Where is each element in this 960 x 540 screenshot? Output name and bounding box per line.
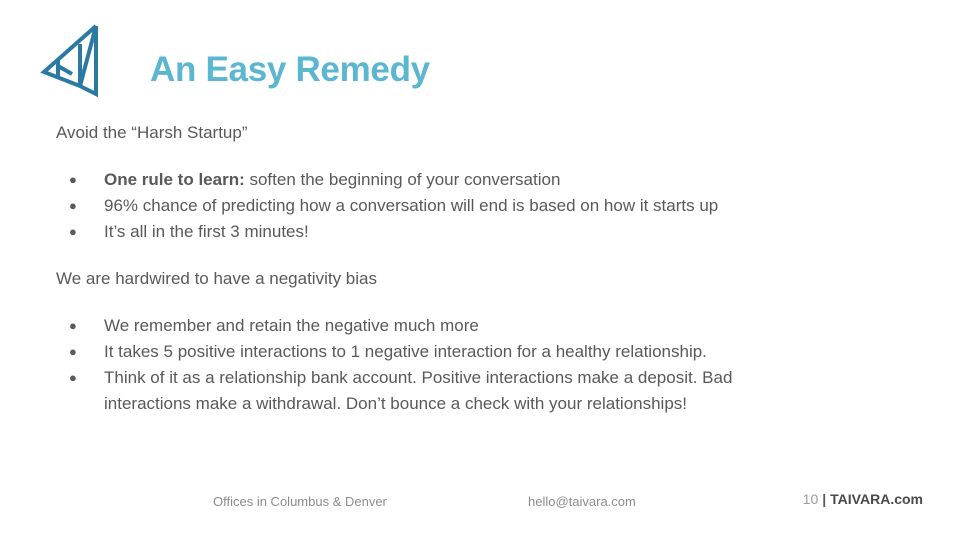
footer-page-brand [803,491,923,507]
bullet-text: 96% chance of predicting how a conversation will end is based on how it starts up [104,196,719,215]
taivara-logo-icon [38,22,102,100]
bullet-text: Think of it as a relationship bank account. Positive interactions make a deposit. Bad interactions make a withdrawal. Don’t bounce a check with your relationships! [104,368,733,413]
section-heading-negativity-bias: We are hardwired to have a negativity bias [56,269,377,288]
bullet-text: soften the beginning of your conversation [244,170,561,189]
footer-email-link[interactable]: hello@taivara.com [528,494,636,509]
bullet-icon: ● [69,198,77,213]
footer-brand-link[interactable]: TAIVARA.com [830,491,923,507]
list-item [56,193,816,219]
section-heading-harsh-startup: Avoid the “Harsh Startup” [56,123,248,142]
list-item [56,339,816,365]
bullet-text: It takes 5 positive interactions to 1 negative interaction for a healthy relationship. [104,342,707,361]
bullet-bold-lead: One rule to learn: [104,170,245,189]
footer-offices: Offices in Columbus & Denver [213,494,387,509]
list-item [56,167,816,193]
bullet-icon: ● [69,224,77,239]
list-item [56,219,816,245]
bullet-list-negativity-bias [56,313,816,417]
bullet-icon: ● [69,318,77,333]
page-title: An Easy Remedy [150,50,430,89]
page-number: 10 [802,491,819,507]
list-item [56,365,816,417]
footer-separator: | [822,491,827,507]
bullet-icon: ● [69,172,77,187]
bullet-list-harsh-startup [56,167,816,245]
list-item [56,313,816,339]
bullet-icon: ● [69,344,77,359]
bullet-text: We remember and retain the negative much more [104,316,479,335]
slide-body [56,120,816,439]
bullet-icon: ● [69,370,77,385]
bullet-text: It’s all in the first 3 minutes! [104,222,309,241]
